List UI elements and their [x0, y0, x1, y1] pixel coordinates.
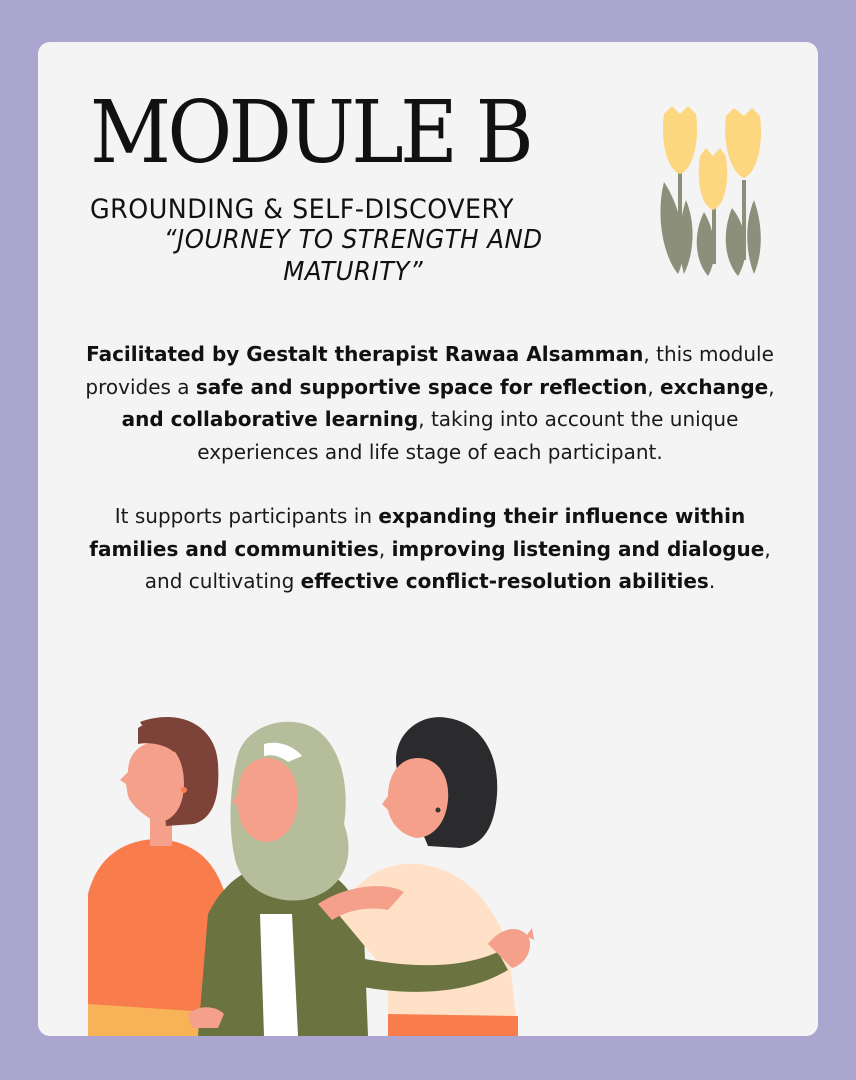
tulips-icon: [658, 104, 768, 279]
paragraph-facilitation: [80, 338, 780, 468]
text-span: ,: [768, 374, 775, 399]
bold-span: safe and supportive space for reflection: [195, 374, 648, 399]
text-span: , taking into account the unique experiences and life stage of each participant.: [197, 407, 739, 464]
text-span: ,: [378, 536, 392, 561]
text-span: .: [708, 569, 716, 593]
module-card: [38, 42, 818, 1036]
bold-span: expanding their influence within families and communities: [89, 504, 746, 561]
module-quote: “JOURNEY TO STRENGTH AND MATURITY”: [163, 225, 543, 287]
three-women-illustration-icon: [88, 714, 558, 1036]
text-span: , and cultivating: [144, 536, 771, 593]
text-span: ,: [647, 374, 661, 399]
facilitator-text: Facilitated by Gestalt therapist Rawaa Alsamman: [86, 342, 644, 366]
bold-span: exchange: [660, 374, 769, 399]
module-title: MODULE B: [90, 83, 531, 183]
paragraph-supports: [80, 500, 780, 598]
bold-span: and collaborative learning: [121, 407, 419, 431]
text-span: , this module provides a: [85, 342, 774, 399]
bold-span: improving listening and dialogue: [391, 536, 765, 561]
body-text: [80, 338, 780, 630]
text-span: It supports participants in: [114, 504, 379, 528]
module-subtitle: GROUNDING & SELF-DISCOVERY: [90, 194, 515, 225]
bold-span: effective conflict-resolution abilities: [300, 569, 709, 593]
